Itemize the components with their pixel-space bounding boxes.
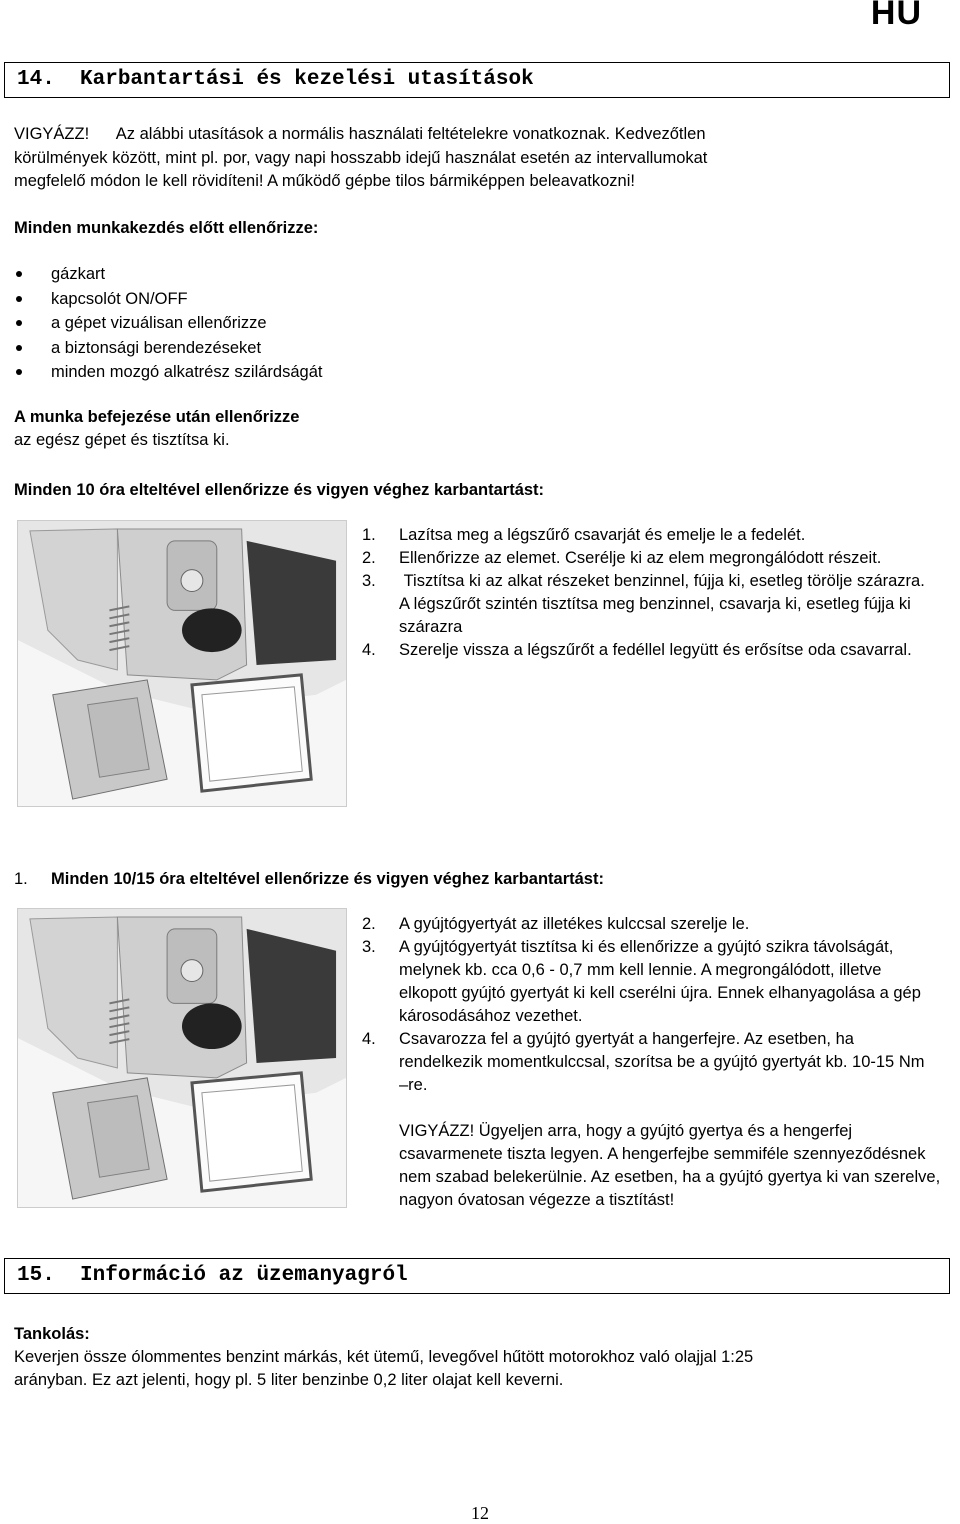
every10-steps <box>362 524 937 662</box>
list-item: 3. Tisztítsa ki az alkat részeket benzinnel, fújja ki, esetleg törölje szárazra. A légszűrőt szintén tisztítsa meg benzinnel, csavarja ki, esetleg fújja ki szárazra <box>362 572 929 636</box>
tank-heading: Tankolás: <box>14 1325 90 1343</box>
after-work-line-1: A munka befejezése után ellenőrizze <box>14 408 300 426</box>
section-14-header <box>4 62 950 98</box>
list-item: a gépet vizuálisan ellenőrizze <box>14 311 322 336</box>
list-item: 2. A gyújtógyertyát az illetékes kulccsal szerelje le. <box>362 915 750 933</box>
every10-15-steps <box>362 913 937 1097</box>
before-work-heading: Minden munkakezdés előtt ellenőrizze: <box>14 219 319 237</box>
air-filter-photo-illustration <box>18 521 346 806</box>
bullet-icon <box>16 345 22 351</box>
section-15-header <box>4 1258 950 1294</box>
bullet-icon <box>16 320 22 326</box>
spark-plug-photo-illustration <box>18 909 346 1207</box>
list-item: 4. Csavarozza fel a gyújtó gyertyát a hangerfejre. Az esetben, ha rendelkezik momentkulccsal, szorítsa be a gyújtó gyertyát kb. 10-15 Nm –re. <box>362 1030 925 1094</box>
every10-15-heading: 1. Minden 10/15 óra elteltével ellenőrizze és vigyen véghez karbantartást: <box>14 868 604 891</box>
bullet-icon <box>16 369 22 375</box>
warning-line-3: megfelelő módon le kell rövidíteni! A működő gépbe tilos bármiképpen beleavatkozni! <box>14 172 635 190</box>
page-number: 12 <box>471 1503 489 1523</box>
list-item: 2. Ellenőrizze az elemet. Cserélje ki az elem megrongálódott részeit. <box>362 549 882 567</box>
list-item: minden mozgó alkatrész szilárdságát <box>14 360 322 385</box>
tank-line-1: Keverjen össze ólommentes benzint márkás, két ütemű, levegővel hűtött motorokhoz való olajjal 1:25 <box>14 1348 754 1366</box>
before-work-list <box>14 262 322 385</box>
spark-plug-photo <box>17 908 347 1208</box>
bullet-icon <box>16 271 22 277</box>
every10-heading: Minden 10 óra elteltével ellenőrizze és vigyen véghez karbantartást: <box>14 481 545 499</box>
list-item: 3. A gyújtógyertyát tisztítsa ki és ellenőrizze a gyújtó szikra távolságát, melynek kb. cca 0,6 - 0,7 mm kell lennie. A megrongálódott, illetve elkopott gyújtó gyertyát ki kell cserélni újra. Ennek elhanyagolása a gép károsodásához vezethet. <box>362 938 921 1025</box>
bullet-icon <box>16 296 22 302</box>
warning-line-1: VIGYÁZZ! Az alábbi utasítások a normális használati feltételekre vonatkoznak. Kedvezőtlen <box>14 125 706 143</box>
spark-plug-warning: VIGYÁZZ! Ügyeljen arra, hogy a gyújtó gyertya és a hengerfej csavarmenete tiszta legyen. A hengerfejbe semmiféle szennyeződésnek nem szabad belekerülnie. Az esetben, ha a gyújtó gyertya ki van szerelve, nagyon óvatosan végezze a tisztítást! <box>399 1122 941 1209</box>
list-item: 1. Lazítsa meg a légszűrő csavarját és emelje le a fedelét. <box>362 526 806 544</box>
section-15-title: 15. Információ az üzemanyagról <box>17 1264 408 1287</box>
after-work-line-2: az egész gépet és tisztítsa ki. <box>14 431 230 449</box>
tank-line-2: arányban. Ez azt jelenti, hogy pl. 5 liter benzinbe 0,2 liter olajat kell keverni. <box>14 1371 564 1389</box>
list-item: gázkart <box>14 262 322 287</box>
warning-line-2: körülmények között, mint pl. por, vagy napi hosszabb idejű használat esetén az intervallumokat <box>14 149 708 167</box>
list-item: a biztonsági berendezéseket <box>14 336 322 361</box>
country-code: HU <box>870 0 922 32</box>
every10-15-number: 1. <box>14 870 28 888</box>
section-14-title: 14. Karbantartási és kezelési utasítások <box>17 68 534 91</box>
air-filter-photo <box>17 520 347 807</box>
list-item: 4. Szerelje vissza a légszűrőt a fedéllel legyütt és erősítse oda csavarral. <box>362 641 912 659</box>
list-item: kapcsolót ON/OFF <box>14 287 322 312</box>
